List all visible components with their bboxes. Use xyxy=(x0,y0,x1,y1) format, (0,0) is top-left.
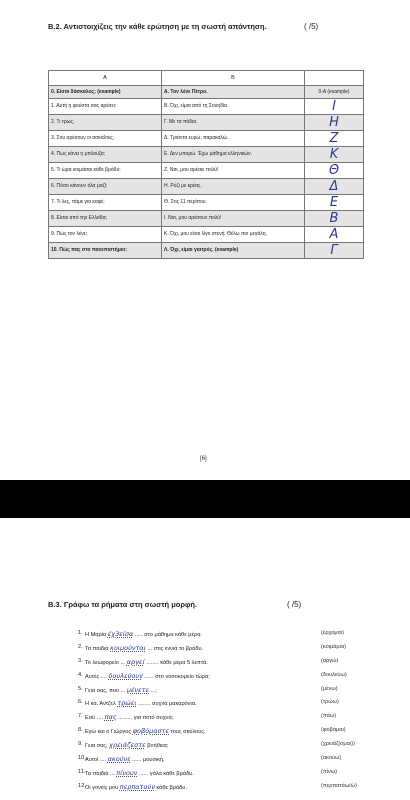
exercise-item xyxy=(78,738,378,752)
answer-column-header xyxy=(305,71,364,86)
exercise-item xyxy=(78,627,378,641)
question-cell: 1. Αυτή η φούστα σας αρέσει; xyxy=(49,98,162,114)
table-row xyxy=(49,114,364,130)
exercise-item xyxy=(78,724,378,738)
infinitive-hint: (αργώ) xyxy=(321,657,339,664)
sentence-end: ... στις εννιά το βράδυ. xyxy=(147,645,204,652)
handwritten-verb: φοβόμαστε xyxy=(132,727,170,736)
answer-option-cell: Θ. Στις 11 περίπου. xyxy=(162,194,305,210)
table-row xyxy=(49,242,364,258)
sentence-end: ...... στο νοσοκομείο τώρα; xyxy=(144,673,210,680)
sentence-start: Η Μαρία xyxy=(85,632,107,638)
item-sentence xyxy=(85,755,165,763)
example-answer-cell: 0-Α (example) xyxy=(305,86,364,99)
item-number: 2. xyxy=(78,643,83,650)
handwritten-answer-cell: B xyxy=(305,210,364,226)
table-row xyxy=(49,178,364,194)
question-cell: 0. Είσαι δάσκαλος; (example) xyxy=(49,86,162,99)
exercise-item xyxy=(78,766,378,780)
item-number: 12. xyxy=(78,782,86,789)
answer-option-cell: Γ. Με τα πόδια. xyxy=(162,114,305,130)
exercise-item xyxy=(78,655,378,669)
matching-table xyxy=(48,70,364,259)
sentence-start: Οι γονείς μου xyxy=(85,784,119,791)
item-sentence xyxy=(85,783,187,791)
sentence-end: ........ κάθε μέρα 5 λεπτά. xyxy=(146,659,208,666)
item-sentence xyxy=(85,672,210,680)
exercise-item xyxy=(78,683,378,697)
section-b3-title: Β.3. Γράφω τα ρήματα στη σωστή μορφή. xyxy=(48,600,198,609)
question-cell: 9. Πώς τον λένε; xyxy=(49,226,162,242)
handwritten-answer-cell: K xyxy=(305,146,364,162)
sentence-end: κάθε βράδυ. xyxy=(156,784,187,791)
table-row xyxy=(49,194,364,210)
item-number: 5. xyxy=(78,685,83,692)
handwritten-answer-cell: H xyxy=(305,114,364,130)
item-sentence xyxy=(85,727,206,735)
exercise-item xyxy=(78,696,378,710)
item-number: 8. xyxy=(78,727,83,734)
answer-option-cell: Η. Ρύζι με κρέας. xyxy=(162,178,305,194)
exercise-item xyxy=(78,710,378,724)
item-sentence xyxy=(85,658,208,666)
infinitive-hint: (περπατάω/ώ) xyxy=(321,782,357,789)
infinitive-hint: (μένω) xyxy=(321,685,338,692)
question-cell: 5. Τι ώρα κοιμάσαι κάθε βράδυ; xyxy=(49,162,162,178)
sentence-end: ......... για ποτό συχνά; xyxy=(118,715,174,722)
handwritten-answer-cell: Θ xyxy=(305,162,364,178)
handwritten-verb: τρώει xyxy=(117,699,137,708)
question-cell: 8. Είσαι από την Ελλάδα; xyxy=(49,210,162,226)
sentence-start: Τα παιδιά ... xyxy=(85,770,115,777)
table-row xyxy=(49,210,364,226)
sentence-end: ...... μουσική. xyxy=(132,757,165,764)
infinitive-hint: (πίνω) xyxy=(321,768,337,775)
sentence-end: ........ συχνά μακαρόνια. xyxy=(138,701,197,708)
handwritten-answer-cell: Δ xyxy=(305,178,364,194)
table-row xyxy=(49,86,364,99)
item-number: 9. xyxy=(78,741,83,748)
question-cell: 4. Πως κάνει η μπλούζα; xyxy=(49,146,162,162)
sentence-start: Εσύ .... xyxy=(85,715,104,722)
handwritten-verb: έχ3είσα xyxy=(107,630,134,638)
item-number: 7. xyxy=(78,713,83,720)
item-sentence xyxy=(85,713,173,721)
infinitive-hint: (ακούω) xyxy=(321,755,342,762)
infinitive-hint: (χρειάζ(ομαι)) xyxy=(321,741,355,748)
sentence-end: ..... στο μάθημα κάθε μέρα. xyxy=(134,632,202,638)
sentence-end: ...; xyxy=(150,687,157,694)
sentence-end: ...... γάλα κάθε βράδυ. xyxy=(138,770,194,777)
infinitive-hint: (πάω) xyxy=(321,713,337,720)
question-cell: 3. Σου αρέσουν οι ασκάλτες; xyxy=(49,130,162,146)
sentence-start: Γεια σας, xyxy=(85,743,108,750)
exercise-item xyxy=(78,752,378,766)
item-number: 4. xyxy=(78,671,83,678)
handwritten-answer-cell: Γ xyxy=(305,242,364,258)
sentence-start: Εγώ και ο Γιώργος xyxy=(85,729,132,736)
answer-option-cell: Κ. Όχι, μου είναι λίγο στενή. Θέλω πιο μεγάλη. xyxy=(162,226,305,242)
verb-exercise-list xyxy=(78,627,378,794)
item-number: 3. xyxy=(78,657,83,664)
item-sentence xyxy=(85,769,194,777)
answer-option-cell: Α. Τον λένε Πέτρο. xyxy=(162,86,305,99)
handwritten-answer-cell: Z xyxy=(305,130,364,146)
handwritten-verb: περπατούν xyxy=(119,782,155,791)
section-b2-title: Β.2. Αντιστοιχίζεις την κάθε ερώτηση με τη σωστή απάντηση. xyxy=(48,22,267,31)
column-a-header: Α xyxy=(49,71,162,86)
sentence-start: Η κα. Άντζελ xyxy=(85,701,116,708)
item-sentence xyxy=(85,686,157,694)
answer-option-cell: Ι. Ναι, μου αρέσουν πολύ! xyxy=(162,210,305,226)
sentence-end: τους σκύλους. xyxy=(170,729,206,736)
page-number: [6] xyxy=(200,456,207,462)
question-cell: 7. Τι λες, πάμε για καφέ; xyxy=(49,194,162,210)
handwritten-answer-cell: A xyxy=(305,226,364,242)
table-row xyxy=(49,146,364,162)
sentence-start: Το λεωφορείο ... xyxy=(85,659,126,666)
handwritten-answer-cell: I xyxy=(305,98,364,114)
question-cell: 10. Πώς πας στο πανεπιστήμιο; xyxy=(49,242,162,258)
handwritten-answer-cell: E xyxy=(305,194,364,210)
handwritten-verb: ακούνε xyxy=(107,755,131,764)
section-b3-score: ( /5) xyxy=(287,600,302,609)
infinitive-hint: (έρχομαι) xyxy=(321,630,344,636)
table-row xyxy=(49,226,364,242)
exercise-item xyxy=(78,669,378,683)
sentence-end: βοήθεια; xyxy=(147,743,169,750)
answer-option-cell: Ε. Δεν μπορώ. Έχω μάθημα ελληνικών. xyxy=(162,146,305,162)
item-sentence xyxy=(85,644,203,652)
exercise-item xyxy=(78,780,378,794)
answer-option-cell: Λ. Όχι, είμαι γιατρός. (example) xyxy=(162,242,305,258)
handwritten-verb: μένετε xyxy=(126,685,150,694)
handwritten-verb: πας xyxy=(104,713,117,722)
item-number: 10. xyxy=(78,755,86,762)
handwritten-verb: δουλεύουν xyxy=(108,671,143,680)
table-row xyxy=(49,98,364,114)
handwritten-verb: κοιμούνται xyxy=(110,643,146,652)
sentence-start: Αυτοί .... xyxy=(85,757,107,764)
infinitive-hint: (δουλεύω) xyxy=(321,671,347,678)
sentence-start: Τα παιδιά xyxy=(85,645,109,652)
sentence-start: Αυτές .... xyxy=(85,673,107,680)
item-number: 6. xyxy=(78,699,83,706)
question-cell: 6. Πόσο κάνουν όλα μαζί; xyxy=(49,178,162,194)
answer-option-cell: Δ. Τριάντα ευρώ, παρακαλώ. xyxy=(162,130,305,146)
handwritten-verb: αργεί xyxy=(126,657,145,666)
handwritten-verb: πίνουν xyxy=(116,768,138,777)
item-number: 1. xyxy=(78,630,83,636)
sentence-start: Γεια σας, πού ... xyxy=(85,687,126,694)
column-b-header: Β xyxy=(162,71,305,86)
question-cell: 2. Τι τρως; xyxy=(49,114,162,130)
handwritten-verb: χρειάζεστε xyxy=(109,741,146,750)
exercise-item xyxy=(78,641,378,655)
answer-option-cell: Ζ. Ναι, μου αρέσει πολύ! xyxy=(162,162,305,178)
answer-option-cell: Β. Όχι, είμαι από τη Σουηδία. xyxy=(162,98,305,114)
table-row xyxy=(49,130,364,146)
infinitive-hint: (φοβάμαι) xyxy=(321,727,346,734)
table-row xyxy=(49,162,364,178)
item-number: 11. xyxy=(78,768,86,775)
item-sentence xyxy=(85,630,202,638)
item-sentence xyxy=(85,699,197,707)
section-b2-score: ( /5) xyxy=(304,22,319,31)
infinitive-hint: (κοιμάμαι) xyxy=(321,643,346,650)
infinitive-hint: (τρώω) xyxy=(321,699,339,706)
item-sentence xyxy=(85,741,168,749)
